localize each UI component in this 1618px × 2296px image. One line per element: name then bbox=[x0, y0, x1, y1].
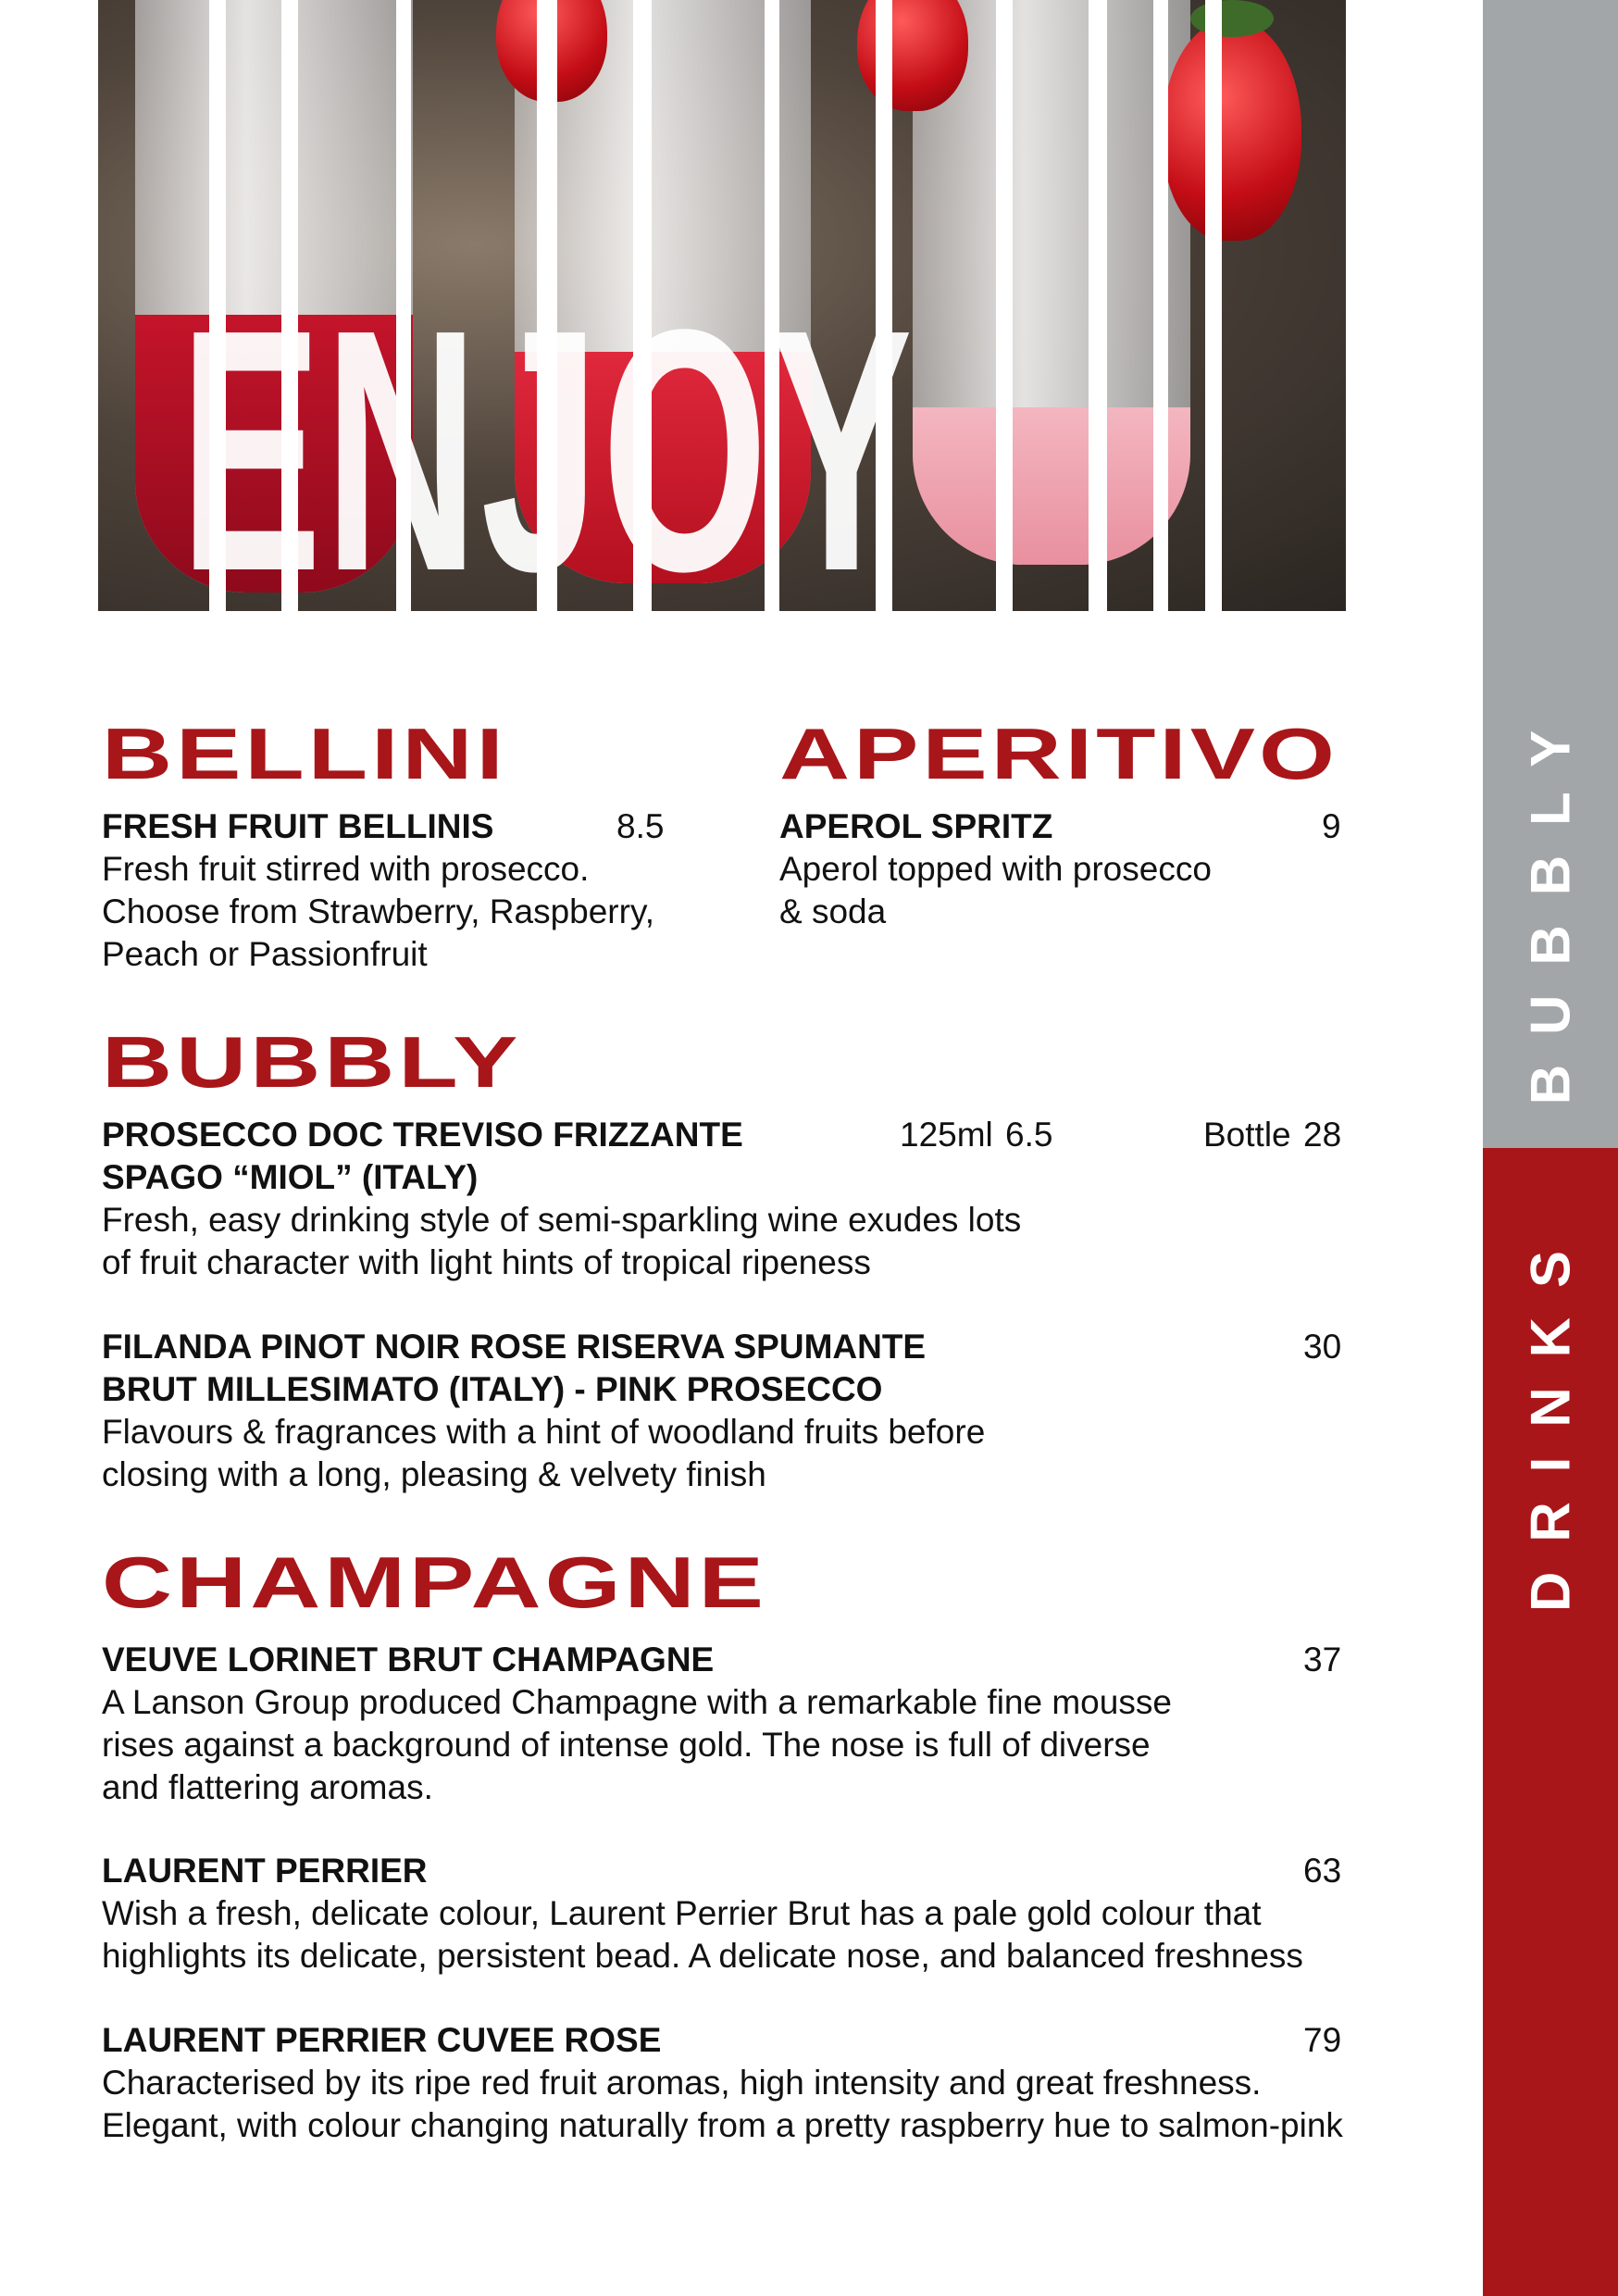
item-name-line2: BRUT MILLESIMATO (ITALY) - PINK PROSECCO bbox=[102, 1370, 883, 1408]
menu-item-aperol-spritz bbox=[779, 805, 1212, 933]
glass-size-label: 125ml bbox=[900, 1116, 993, 1154]
glass-price: 6.5 bbox=[1005, 1116, 1053, 1154]
side-tab-drinks-label: DRINKS bbox=[1519, 1220, 1582, 1613]
item-price: 37 bbox=[1303, 1641, 1342, 1678]
menu-item-filanda-pinot-noir-rose bbox=[102, 1326, 985, 1496]
section-heading-bubbly: BUBBLY bbox=[102, 1021, 522, 1103]
section-heading-bellini: BELLINI bbox=[102, 713, 507, 794]
item-price: 8.5 bbox=[616, 807, 665, 845]
item-description: Wish a fresh, delicate colour, Laurent Perrier Brut has a pale gold colour that highlights its delicate, persistent bead. A delicate nose, and balanced freshness bbox=[102, 1894, 1303, 1975]
item-price: 79 bbox=[1303, 2021, 1342, 2059]
menu-item-fresh-fruit-bellinis bbox=[102, 805, 654, 976]
menu-item-laurent-perrier-cuvee-rose bbox=[102, 2019, 1343, 2147]
item-description: Characterised by its ripe red fruit aromas, high intensity and great freshness. Elegant, with colour changing naturally from a pretty raspberry hue to salmon-pink bbox=[102, 2064, 1343, 2144]
item-name: APEROL SPRITZ bbox=[779, 807, 1053, 845]
item-description: A Lanson Group produced Champagne with a remarkable fine mousse rises against a background of intense gold. The nose is full of diverse and flattering aromas. bbox=[102, 1683, 1172, 1806]
menu-item-prosecco-doc bbox=[102, 1114, 1021, 1284]
item-price: 63 bbox=[1303, 1852, 1342, 1890]
hero-image bbox=[98, 0, 1346, 611]
item-description: Aperol topped with prosecco & soda bbox=[779, 850, 1212, 930]
item-price: 9 bbox=[1322, 807, 1341, 845]
strawberry bbox=[857, 0, 968, 111]
strawberry-leaf bbox=[1190, 0, 1274, 37]
item-name: LAURENT PERRIER CUVEE ROSE bbox=[102, 2021, 662, 2059]
item-description: Flavours & fragrances with a hint of woodland fruits before closing with a long, pleasing & velvety finish bbox=[102, 1413, 986, 1493]
item-price: 30 bbox=[1303, 1328, 1342, 1366]
item-name-line1: FILANDA PINOT NOIR ROSE RISERVA SPUMANTE bbox=[102, 1328, 927, 1366]
bottle-label: Bottle bbox=[1203, 1116, 1291, 1154]
item-name-line2: SPAGO “MIOL” (ITALY) bbox=[102, 1158, 479, 1196]
item-name: VEUVE LORINET BRUT CHAMPAGNE bbox=[102, 1641, 715, 1678]
bottle-price: 28 bbox=[1303, 1116, 1342, 1154]
item-name: LAURENT PERRIER bbox=[102, 1852, 428, 1890]
side-tab-bubbly-label: BUBBLY bbox=[1519, 700, 1582, 1105]
hero-title: ENJOY bbox=[180, 257, 915, 611]
menu-item-laurent-perrier bbox=[102, 1850, 1303, 1978]
strawberry bbox=[1163, 19, 1301, 241]
section-heading-champagne: CHAMPAGNE bbox=[102, 1541, 767, 1623]
item-name: FRESH FRUIT BELLINIS bbox=[102, 807, 494, 845]
item-name-line1: PROSECCO DOC TREVISO FRIZZANTE bbox=[102, 1116, 743, 1154]
item-description: Fresh fruit stirred with prosecco. Choose from Strawberry, Raspberry, Peach or Passionfruit bbox=[102, 850, 654, 973]
section-heading-aperitivo: APERITIVO bbox=[779, 713, 1338, 794]
item-description: Fresh, easy drinking style of semi-sparkling wine exudes lots of fruit character with light hints of tropical ripeness bbox=[102, 1201, 1022, 1281]
menu-item-veuve-lorinet bbox=[102, 1639, 1172, 1809]
